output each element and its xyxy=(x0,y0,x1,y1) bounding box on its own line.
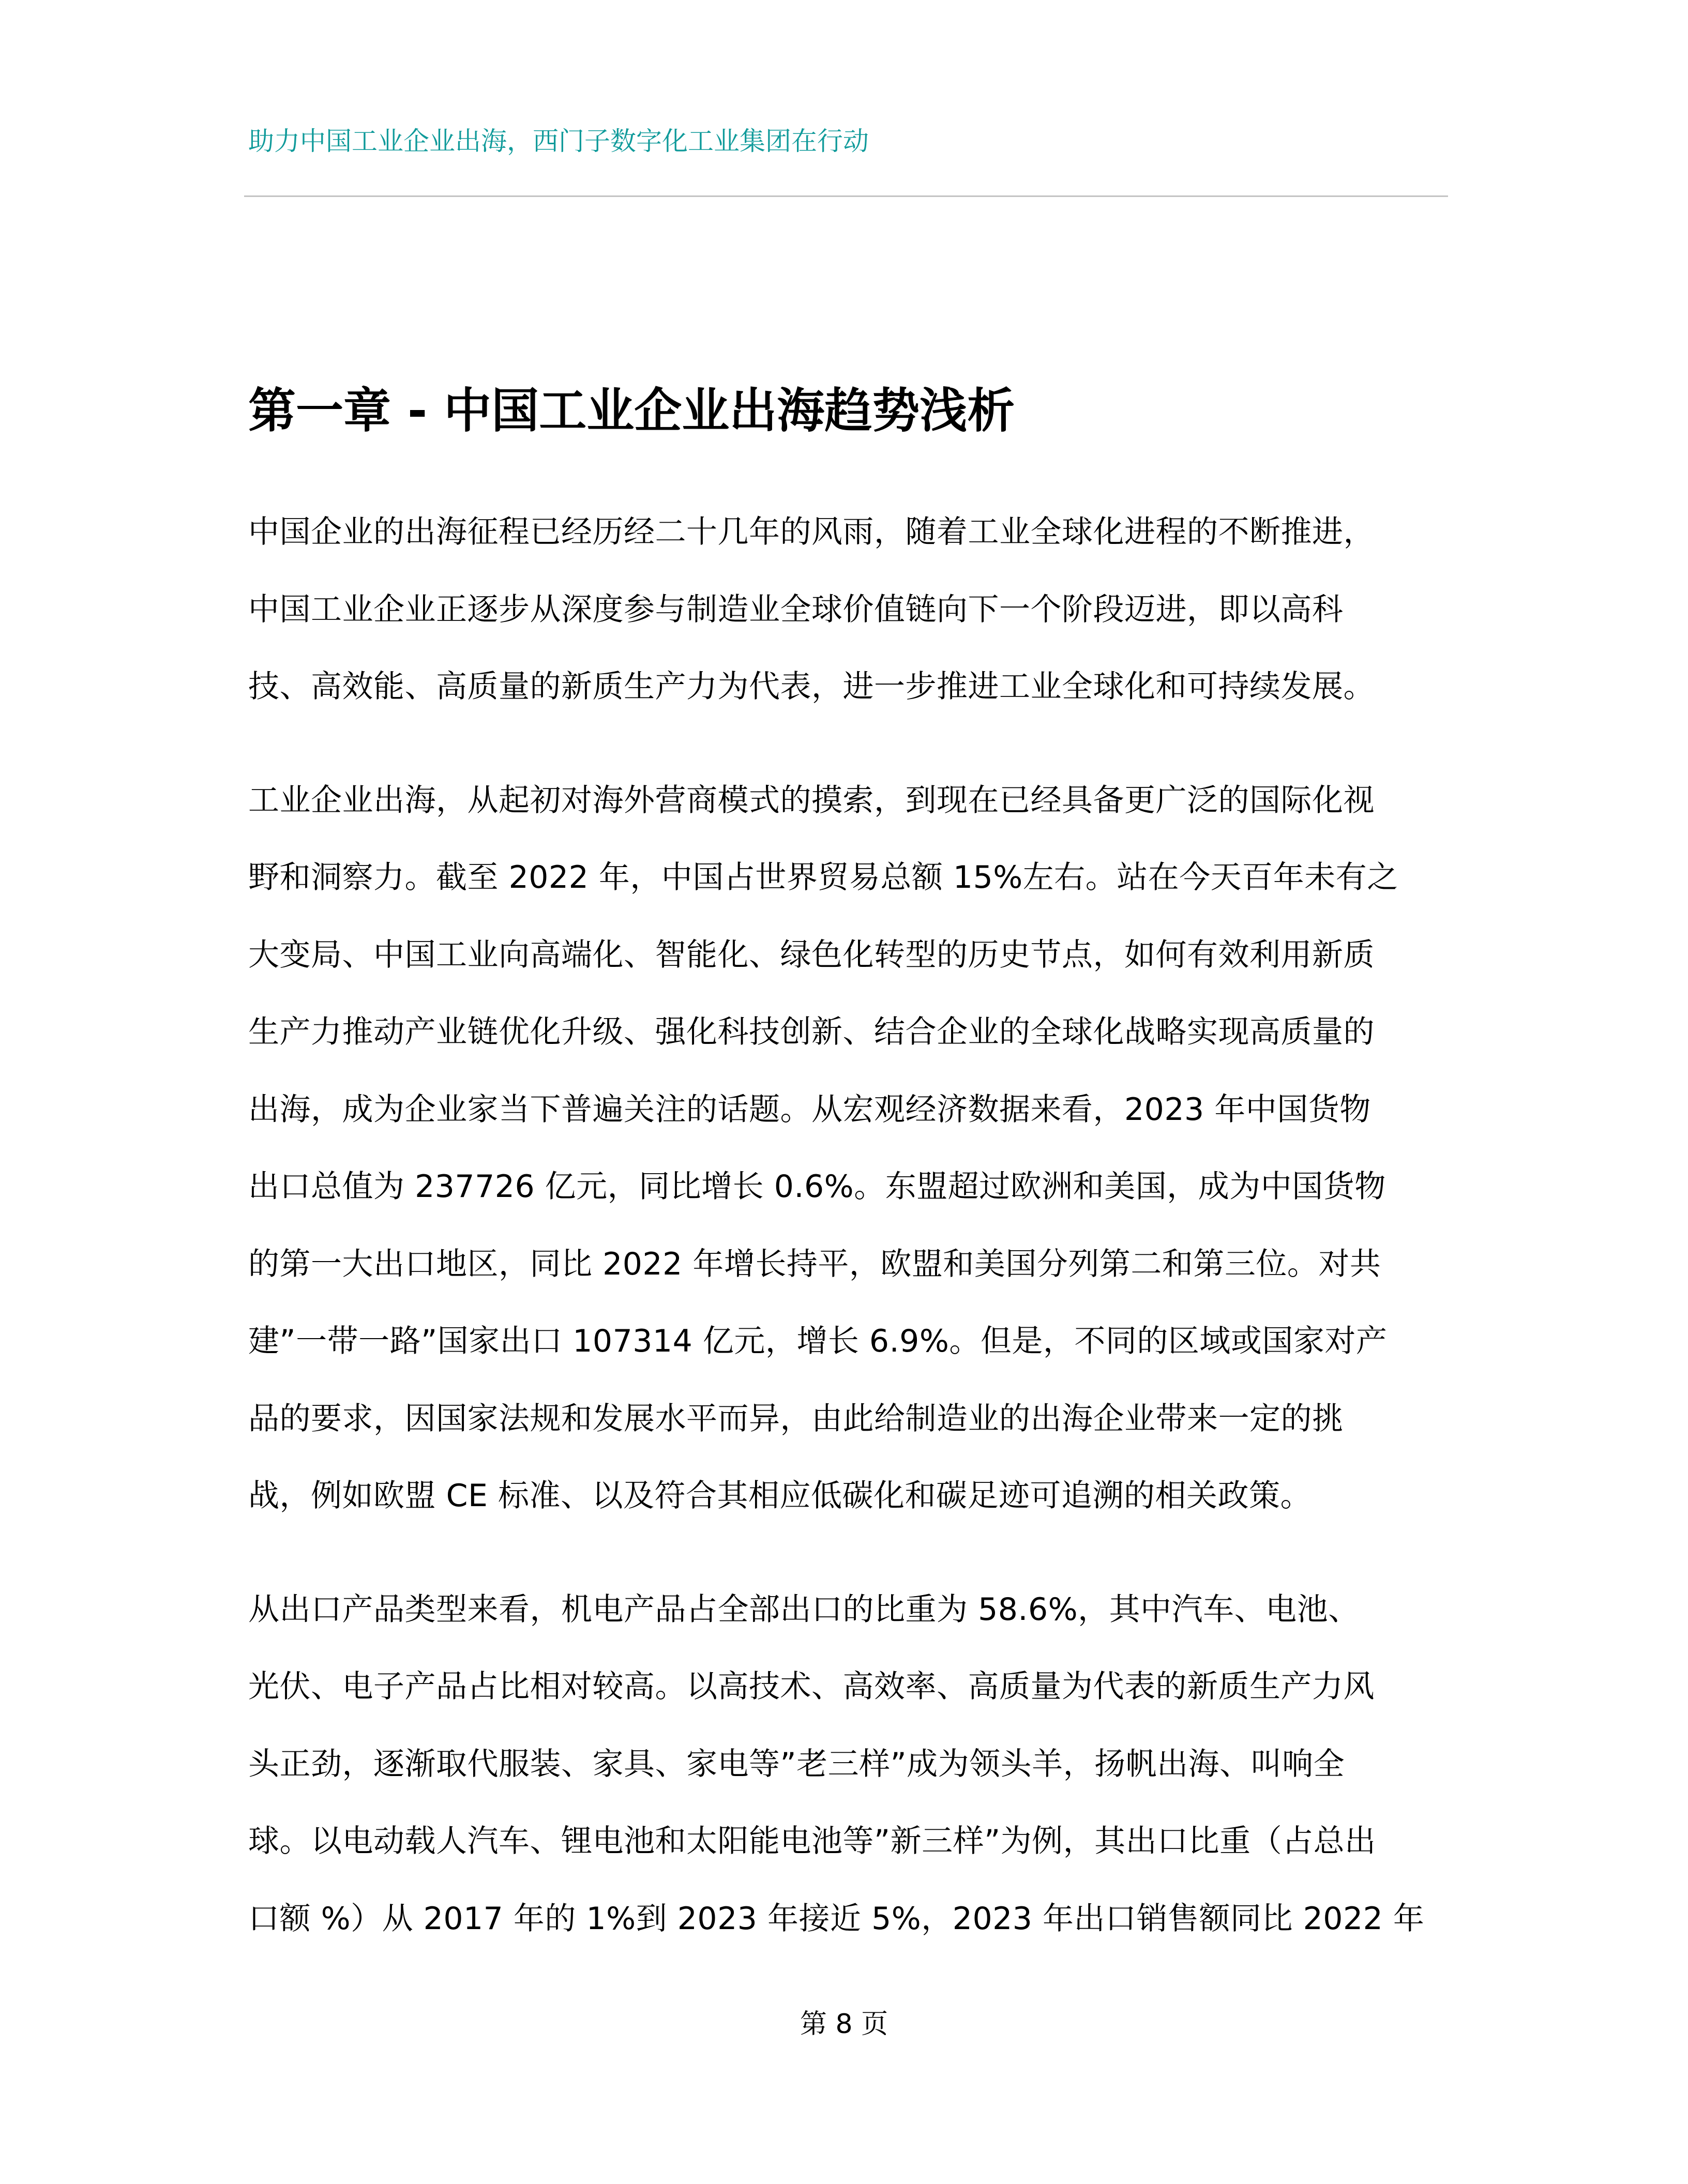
text-line: 中国企业的出海征程已经历经二十几年的风雨，随着工业全球化进程的不断推进， xyxy=(248,514,1375,550)
text-line: 从出口产品类型来看，机电产品占全部出口的比重为 58.6%，其中汽车、电池、 xyxy=(248,1591,1360,1628)
text-line: 头正劲，逐渐取代服装、家具、家电等”老三样”成为领头羊，扬帆出海、叫响全 xyxy=(248,1746,1345,1782)
text-line: 生产力推动产业链优化升级、强化科技创新、结合企业的全球化战略实现高质量的 xyxy=(248,1014,1375,1050)
text-line: 技、高效能、高质量的新质生产力为代表，进一步推进工业全球化和可持续发展。 xyxy=(248,669,1375,705)
text-line: 球。以电动载人汽车、锂电池和太阳能电池等”新三样”为例，其出口比重（占总出 xyxy=(248,1823,1376,1859)
text-line: 野和洞察力。截至 2022 年，中国占世界贸易总额 15%左右。站在今天百年未有之 xyxy=(248,859,1398,896)
text-line: 建”一带一路”国家出口 107314 亿元，增长 6.9%。但是，不同的区域或国家对产 xyxy=(248,1323,1388,1359)
chapter-title: 第一章 - 中国工业企业出海趋势浅析 xyxy=(248,383,1015,438)
text-line: 的第一大出口地区，同比 2022 年增长持平，欧盟和美国分列第二和第三位。对共 xyxy=(248,1246,1381,1282)
text-line: 工业企业出海，从起初对海外营商模式的摸索，到现在已经具备更广泛的国际化视 xyxy=(248,782,1375,818)
text-line: 大变局、中国工业向高端化、智能化、绿色化转型的历史节点，如何有效利用新质 xyxy=(248,936,1375,973)
running-header: 助力中国工业企业出海，西门子数字化工业集团在行动 xyxy=(248,126,869,156)
text-line: 口额 %）从 2017 年的 1%到 2023 年接近 5%，2023 年出口销售额同比 2022 年 xyxy=(248,1900,1425,1937)
text-line: 中国工业企业正逐步从深度参与制造业全球价值链向下一个阶段迈进，即以高科 xyxy=(248,591,1344,628)
text-line: 光伏、电子产品占比相对较高。以高技术、高效率、高质量为代表的新质生产力风 xyxy=(248,1669,1375,1705)
paragraph-product-types xyxy=(248,1571,1453,1958)
text-line: 出海，成为企业家当下普遍关注的话题。从宏观经济数据来看，2023 年中国货物 xyxy=(248,1091,1371,1128)
header-divider xyxy=(244,195,1448,197)
body-text xyxy=(248,494,1453,1994)
paragraph-macro-data xyxy=(248,762,1453,1535)
text-line: 战，例如欧盟 CE 标准、以及符合其相应低碳化和碳足迹可追溯的相关政策。 xyxy=(248,1478,1312,1514)
page-number: 第 8 页 xyxy=(800,2009,888,2040)
paragraph-intro xyxy=(248,494,1453,726)
text-line: 出口总值为 237726 亿元，同比增长 0.6%。东盟超过欧洲和美国，成为中国货物 xyxy=(248,1169,1386,1205)
text-line: 品的要求，因国家法规和发展水平而异，由此给制造业的出海企业带来一定的挑 xyxy=(248,1400,1344,1437)
